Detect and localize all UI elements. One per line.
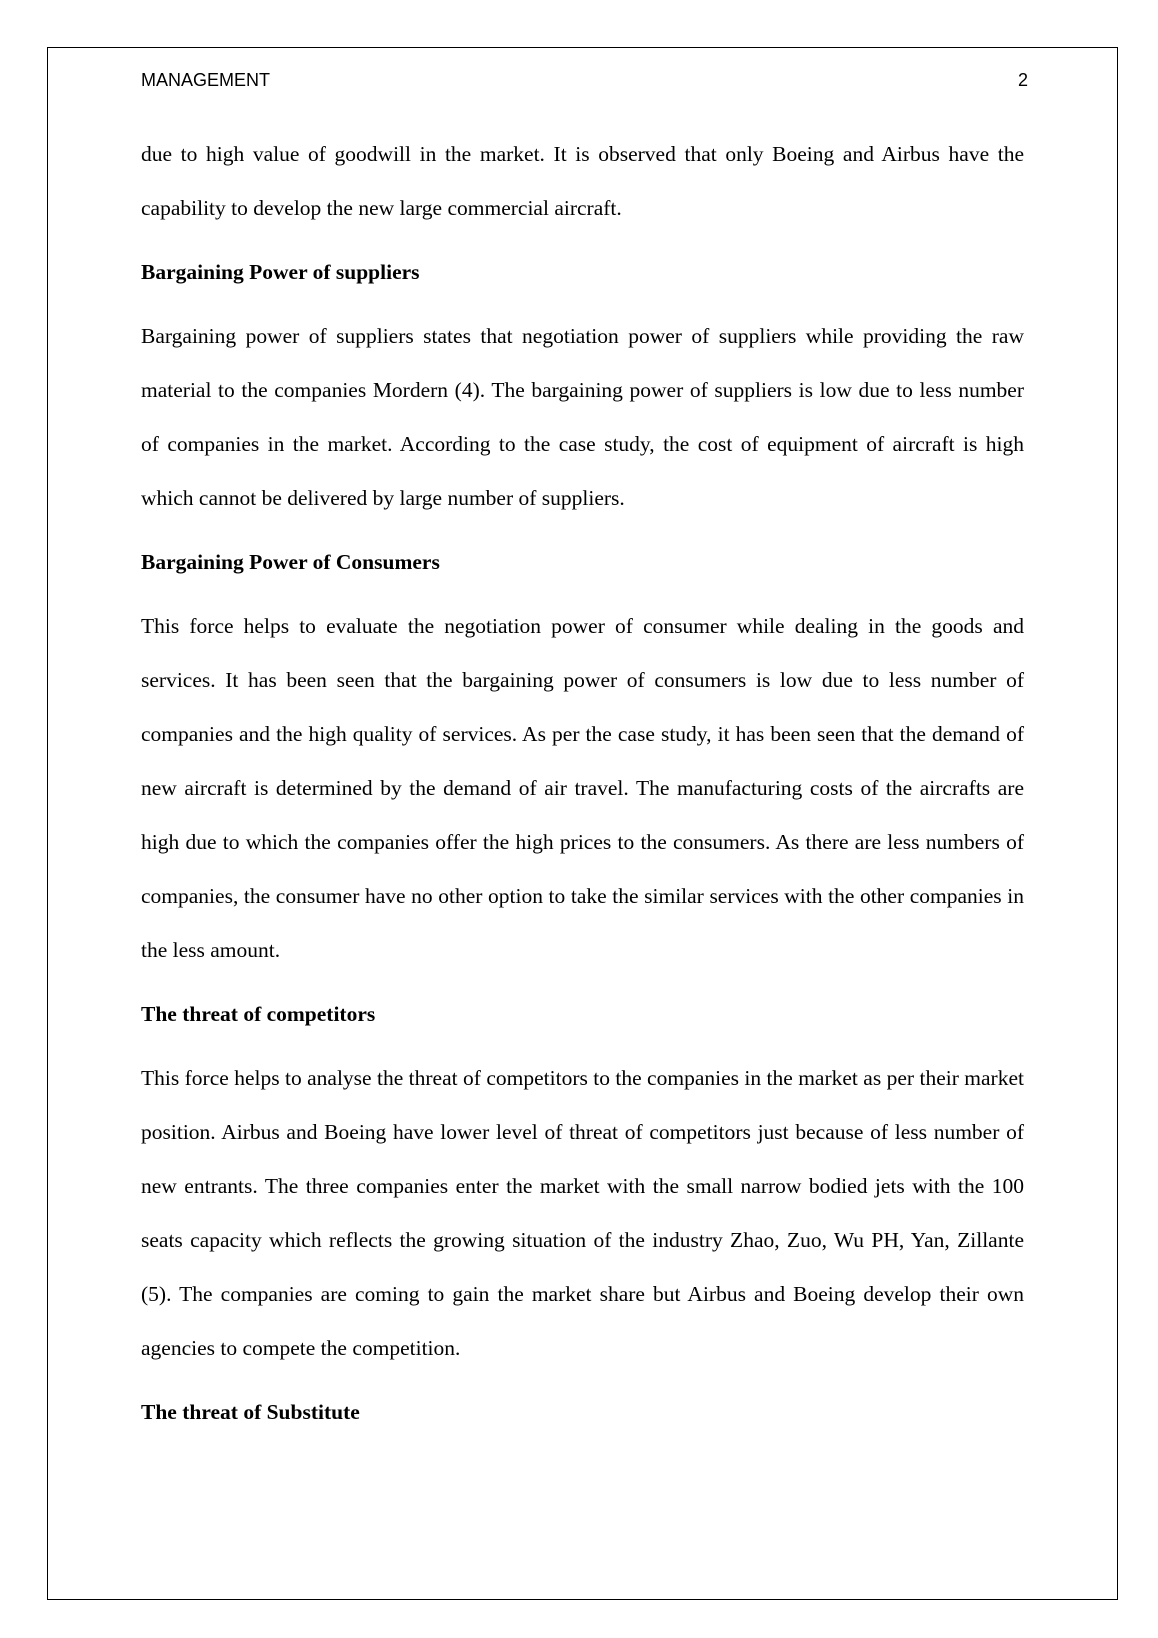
heading-competitors: The threat of competitors [141, 1002, 376, 1026]
paragraph-consumers: This force helps to evaluate the negotiation power of consumer while dealing in the goods and services. It has been seen that the bargaining power of consumers is low due to less number of companies and the high quality of services. As per the case study, it has been seen that the demand of new aircraft is determined by the demand of air travel. The manufacturing costs of the aircrafts are high due to which the companies offer the high prices to the consumers. As there are less numbers of companies, the consumer have no other option to take the similar services with the other companies in the less amount. [141, 614, 1024, 962]
running-head: MANAGEMENT [141, 70, 271, 90]
heading-substitute: The threat of Substitute [141, 1400, 360, 1424]
document-body [141, 127, 1024, 1449]
paragraph-suppliers: Bargaining power of suppliers states that negotiation power of suppliers while providing the raw material to the companies Mordern (4). The bargaining power of suppliers is low due to less number of companies in the market. According to the case study, the cost of equipment of aircraft is high which cannot be delivered by large number of suppliers. [141, 324, 1024, 510]
heading-consumers: Bargaining Power of Consumers [141, 550, 440, 574]
paragraph-goodwill: due to high value of goodwill in the market. It is observed that only Boeing and Airbus have the capability to develop the new large commercial aircraft. [141, 142, 1024, 220]
page-number: 2 [1017, 70, 1028, 90]
paragraph-competitors: This force helps to analyse the threat of competitors to the companies in the market as per their market position. Airbus and Boeing have lower level of threat of competitors just because of less number of new entrants. The three companies enter the market with the small narrow bodied jets with the 100 seats capacity which reflects the growing situation of the industry Zhao, Zuo, Wu PH, Yan, Zillante (5). The companies are coming to gain the market share but Airbus and Boeing develop their own agencies to compete the competition. [141, 1066, 1024, 1360]
heading-suppliers: Bargaining Power of suppliers [141, 260, 420, 284]
page-header [141, 70, 1028, 98]
